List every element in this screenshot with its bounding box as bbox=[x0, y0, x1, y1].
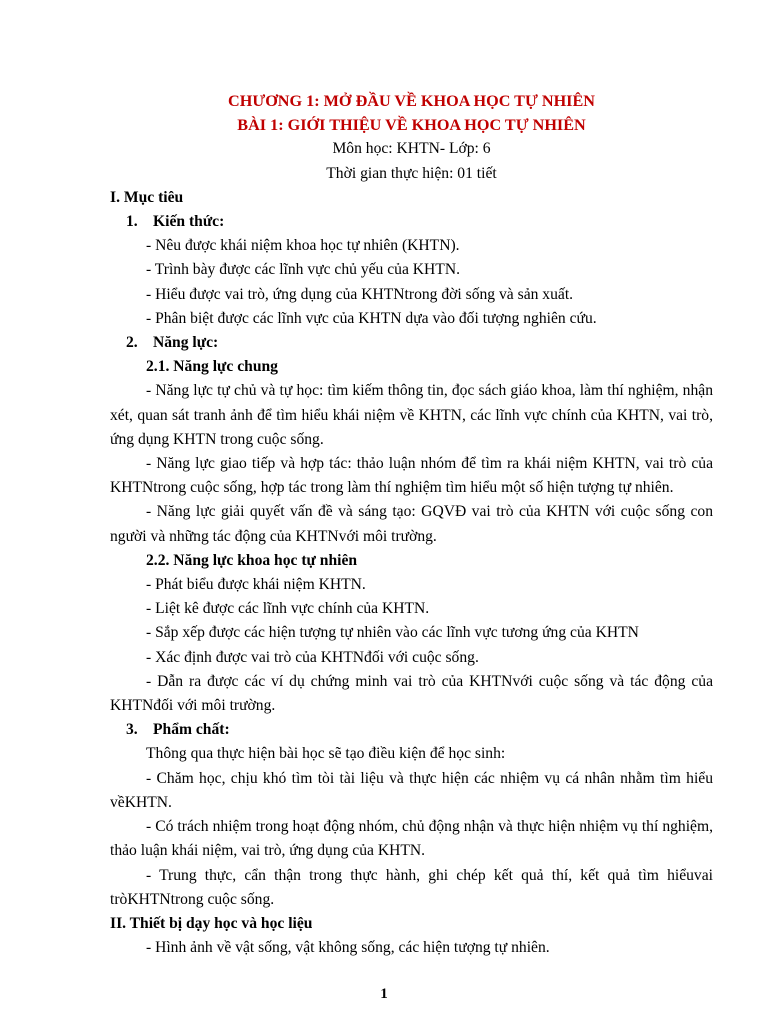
competency-number: 2. bbox=[126, 334, 138, 352]
equipment-item: - Hình ảnh về vật sống, vật không sống, các hiện tượng tự nhiên. bbox=[146, 939, 550, 957]
qualities-heading bbox=[110, 718, 713, 742]
subject-line: Môn học: KHTN- Lớp: 6 bbox=[332, 140, 491, 158]
duration-line: Thời gian thực hiện: 01 tiết bbox=[326, 164, 497, 182]
lesson-title: BÀI 1: GIỚI THIỆU VỀ KHOA HỌC TỰ NHIÊN bbox=[237, 116, 586, 135]
science-competency-item: - Liệt kê được các lĩnh vực chính của KHTN. bbox=[146, 600, 430, 618]
competency-heading bbox=[110, 331, 713, 355]
section-2-heading: II. Thiết bị dạy học và học liệu bbox=[110, 914, 313, 932]
general-competency-item: - Năng lực tự chủ và tự học: tìm kiếm thông tin, đọc sách giáo khoa, làm thí nghiệm, nhận xét, quan sát tranh ảnh để tìm hiểu khái niệm về KHTN, các lĩnh vực chính của KHTN, vai trò, ứng dụng KHTN trong cuộc sống. bbox=[110, 382, 713, 448]
knowledge-heading bbox=[110, 210, 713, 234]
general-competency-item: - Năng lực giao tiếp và hợp tác: thảo luận nhóm để tìm ra khái niệm KHTN, vai trò của KHTNtrong cuộc sống, hợp tác trong làm thí nghiệm tìm hiểu một số hiện tượng tự nhiên. bbox=[110, 455, 713, 497]
competency-title: Năng lực: bbox=[153, 334, 219, 352]
knowledge-item: - Nêu được khái niệm khoa học tự nhiên (KHTN). bbox=[146, 237, 460, 255]
science-competency-item: - Xác định được vai trò của KHTNđối với cuộc sống. bbox=[146, 648, 479, 666]
qualities-item: - Trung thực, cẩn thận trong thực hành, ghi chép kết quả thí, kết quả tìm hiểuvai tròKHTNtrong cuộc sống. bbox=[110, 866, 713, 908]
document-body bbox=[110, 89, 713, 960]
qualities-title: Phẩm chất: bbox=[153, 721, 230, 739]
knowledge-item: - Hiểu được vai trò, ứng dụng của KHTNtrong đời sống và sản xuất. bbox=[146, 285, 574, 303]
knowledge-number: 1. bbox=[126, 213, 138, 231]
qualities-item: - Có trách nhiệm trong hoạt động nhóm, chủ động nhận và thực hiện nhiệm vụ thí nghiệm, thảo luận khái niệm, vai trò, ứng dụng của KHTN. bbox=[110, 818, 713, 860]
chapter-title: CHƯƠNG 1: MỞ ĐẦU VỀ KHOA HỌC TỰ NHIÊN bbox=[228, 92, 595, 110]
knowledge-item: - Trình bày được các lĩnh vực chủ yếu của KHTN. bbox=[146, 261, 460, 279]
page-number: 1 bbox=[380, 986, 388, 1002]
science-competency-item: - Phát biểu được khái niệm KHTN. bbox=[146, 576, 366, 594]
section-1-heading: I. Mục tiêu bbox=[110, 188, 184, 206]
knowledge-title: Kiến thức: bbox=[153, 213, 225, 231]
science-competency-item: - Sắp xếp được các hiện tượng tự nhiên vào các lĩnh vực tương ứng của KHTN bbox=[146, 624, 639, 642]
qualities-item: - Chăm học, chịu khó tìm tòi tài liệu và thực hiện các nhiệm vụ cá nhân nhằm tìm hiểu vềKHTN. bbox=[110, 769, 713, 811]
general-competency-item: - Năng lực giải quyết vấn đề và sáng tạo: GQVĐ vai trò của KHTN với cuộc sống con người và những tác động của KHTNvới môi trường. bbox=[110, 503, 713, 545]
qualities-number: 3. bbox=[126, 721, 138, 739]
science-competency-heading: 2.2. Năng lực khoa học tự nhiên bbox=[146, 551, 358, 569]
science-competency-item: - Dẫn ra được các ví dụ chứng minh vai trò của KHTNvới cuộc sống và tác động của KHTNđối với môi trường. bbox=[110, 672, 713, 715]
knowledge-item: - Phân biệt được các lĩnh vực của KHTN dựa vào đối tượng nghiên cứu. bbox=[146, 309, 597, 327]
general-competency-heading: 2.1. Năng lực chung bbox=[146, 358, 278, 376]
qualities-intro: Thông qua thực hiện bài học sẽ tạo điều kiện để học sinh: bbox=[146, 745, 506, 763]
